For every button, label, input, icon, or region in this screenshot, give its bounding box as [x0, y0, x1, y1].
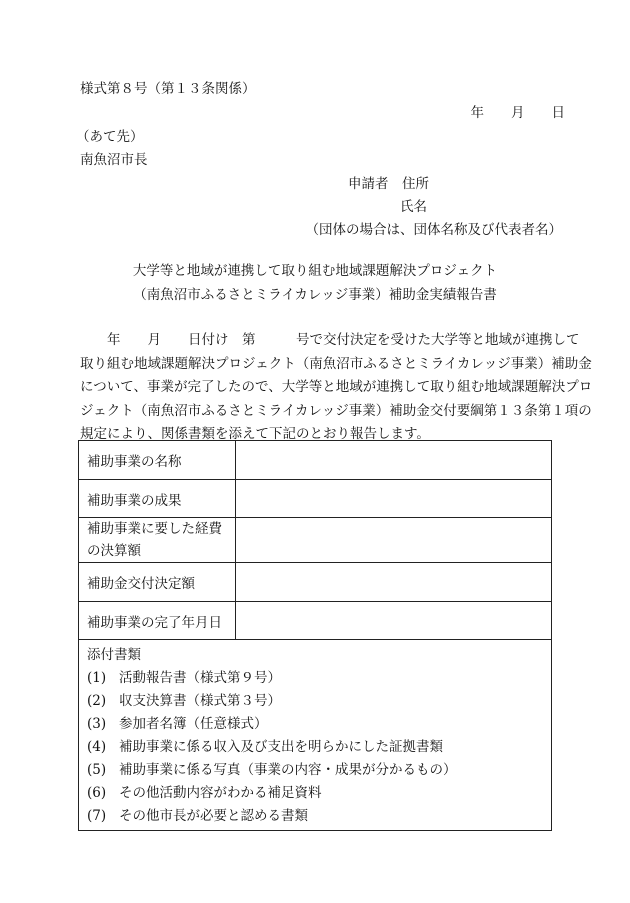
title-line-1: 大学等と地域が連携して取り組む地域課題解決プロジェクト: [132, 263, 498, 279]
addressee: 南魚沼市長: [80, 152, 148, 168]
table-row: [79, 518, 552, 563]
attachments-cell: [79, 640, 552, 831]
row-label: 補助事業の名称: [79, 441, 236, 480]
attachment-item: (2) 収支決算書（様式第３号）: [87, 693, 281, 709]
applicant-address-label: 申請者 住所: [348, 176, 429, 192]
table-row: [79, 563, 552, 602]
body-line: 取り組む地域課題解決プロジェクト（南魚沼市ふるさとミライカレッジ事業）補助金: [80, 355, 592, 372]
project-name-field[interactable]: [236, 441, 552, 480]
completion-date-field[interactable]: [236, 602, 552, 640]
row-label: 補助事業の完了年月日: [79, 602, 236, 640]
row-label: 補助事業の成果: [79, 480, 236, 518]
table-row: [79, 441, 552, 480]
applicant-name-label: 氏名: [400, 199, 427, 215]
addressee-prefix: （あて先）: [76, 129, 144, 145]
row-label: 補助事業に要した経費の決算額: [79, 518, 236, 563]
body-paragraph: [80, 329, 593, 447]
grant-amount-field[interactable]: [236, 563, 552, 602]
settlement-amount-field[interactable]: [236, 518, 552, 563]
body-line: 年 月 日付け 第 号で交付決定を受けた大学等と地域が連携して: [80, 332, 580, 348]
body-line: について、事業が完了したので、大学等と地域が連携して取り組む地域課題解決プロ: [80, 379, 593, 395]
body-line: ジェクト（南魚沼市ふるさとミライカレッジ事業）補助金交付要綱第１３条第１項の: [80, 402, 592, 419]
attachment-item: (7) その他市長が必要と認める書類: [87, 808, 308, 824]
attachment-item: (4) 補助事業に係る収入及び支出を明らかにした証拠書類: [87, 739, 443, 755]
project-result-field[interactable]: [236, 480, 552, 518]
applicant-note: （団体の場合は、団体名称及び代表者名）: [305, 222, 562, 238]
attachment-item: (3) 参加者名簿（任意様式）: [87, 716, 268, 732]
attachment-item: (6) その他活動内容がわかる補足資料: [87, 785, 322, 801]
attachments-title: 添付書類: [87, 647, 141, 663]
row-label: 補助金交付決定額: [79, 563, 236, 602]
date-line: 年 月 日: [470, 105, 565, 121]
attachments-row: [79, 640, 552, 831]
report-table: [78, 440, 552, 831]
table-row: [79, 602, 552, 640]
attachment-item: (1) 活動報告書（様式第９号）: [87, 670, 281, 686]
body-line: 規定により、関係書類を添えて下記のとおり報告します。: [80, 426, 430, 442]
table-row: [79, 480, 552, 518]
title-line-2: （南魚沼市ふるさとミライカレッジ事業）補助金実績報告書: [133, 287, 497, 303]
attachment-item: (5) 補助事業に係る写真（事業の内容・成果が分かるもの）: [87, 762, 457, 778]
form-number: 様式第８号（第１３条関係）: [80, 81, 256, 97]
